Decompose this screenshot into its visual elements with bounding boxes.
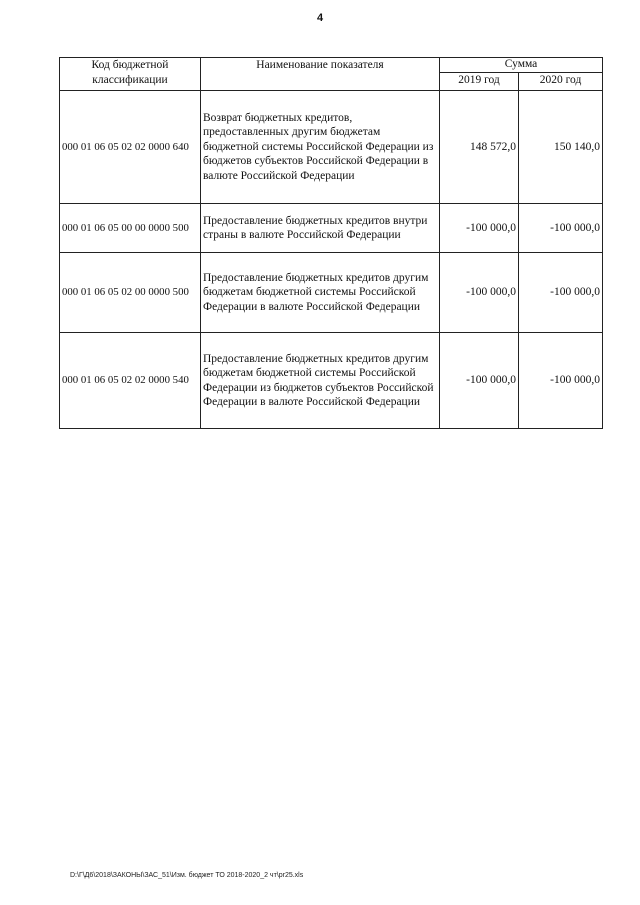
- row-value-2019: -100 000,0: [440, 333, 519, 429]
- row-name: Предоставление бюджетных кредитов другим бюджетам бюджетной системы Российской Федерации в валюте Российской Федерации: [201, 253, 440, 333]
- footer-file-path: D:\Г\Д6\2018\ЗАКОНЫ\ЗАС_51\Изм. бюджет ТО 2018-2020_2 чт\pr25.xls: [70, 872, 304, 879]
- column-header-year-2019: 2019 год: [440, 73, 519, 91]
- header-row-top: [60, 58, 603, 73]
- table-row: [60, 91, 603, 204]
- row-value-2020: 150 140,0: [519, 91, 603, 204]
- table-row: [60, 204, 603, 253]
- row-code: 000 01 06 05 02 02 0000 540: [60, 333, 201, 429]
- row-value-2020: -100 000,0: [519, 253, 603, 333]
- row-value-2019: 148 572,0: [440, 91, 519, 204]
- row-value-2020: -100 000,0: [519, 333, 603, 429]
- column-header-sum: Сумма: [440, 58, 603, 73]
- row-code: 000 01 06 05 00 00 0000 500: [60, 204, 201, 253]
- row-value-2020: -100 000,0: [519, 204, 603, 253]
- table-row: [60, 333, 603, 429]
- row-code: 000 01 06 05 02 00 0000 500: [60, 253, 201, 333]
- row-name: Предоставление бюджетных кредитов другим бюджетам бюджетной системы Российской Федерации из бюджетов субъектов Российской Федерации в валюте Российской Федерации: [201, 333, 440, 429]
- row-value-2019: -100 000,0: [440, 253, 519, 333]
- column-header-year-2020: 2020 год: [519, 73, 603, 91]
- column-header-code: Код бюджетной классификации: [60, 58, 201, 91]
- row-code: 000 01 06 05 02 02 0000 640: [60, 91, 201, 204]
- table-row: [60, 253, 603, 333]
- column-header-name: Наименование показателя: [201, 58, 440, 91]
- budget-table: [59, 57, 603, 429]
- row-name: Предоставление бюджетных кредитов внутри страны в валюте Российской Федерации: [201, 204, 440, 253]
- row-name: Возврат бюджетных кредитов, предоставленных другим бюджетам бюджетной системы Российской Федерации из бюджетов субъектов Российской Федерации в валюте Российской Федерации: [201, 91, 440, 204]
- row-value-2019: -100 000,0: [440, 204, 519, 253]
- page-number: 4: [316, 12, 324, 24]
